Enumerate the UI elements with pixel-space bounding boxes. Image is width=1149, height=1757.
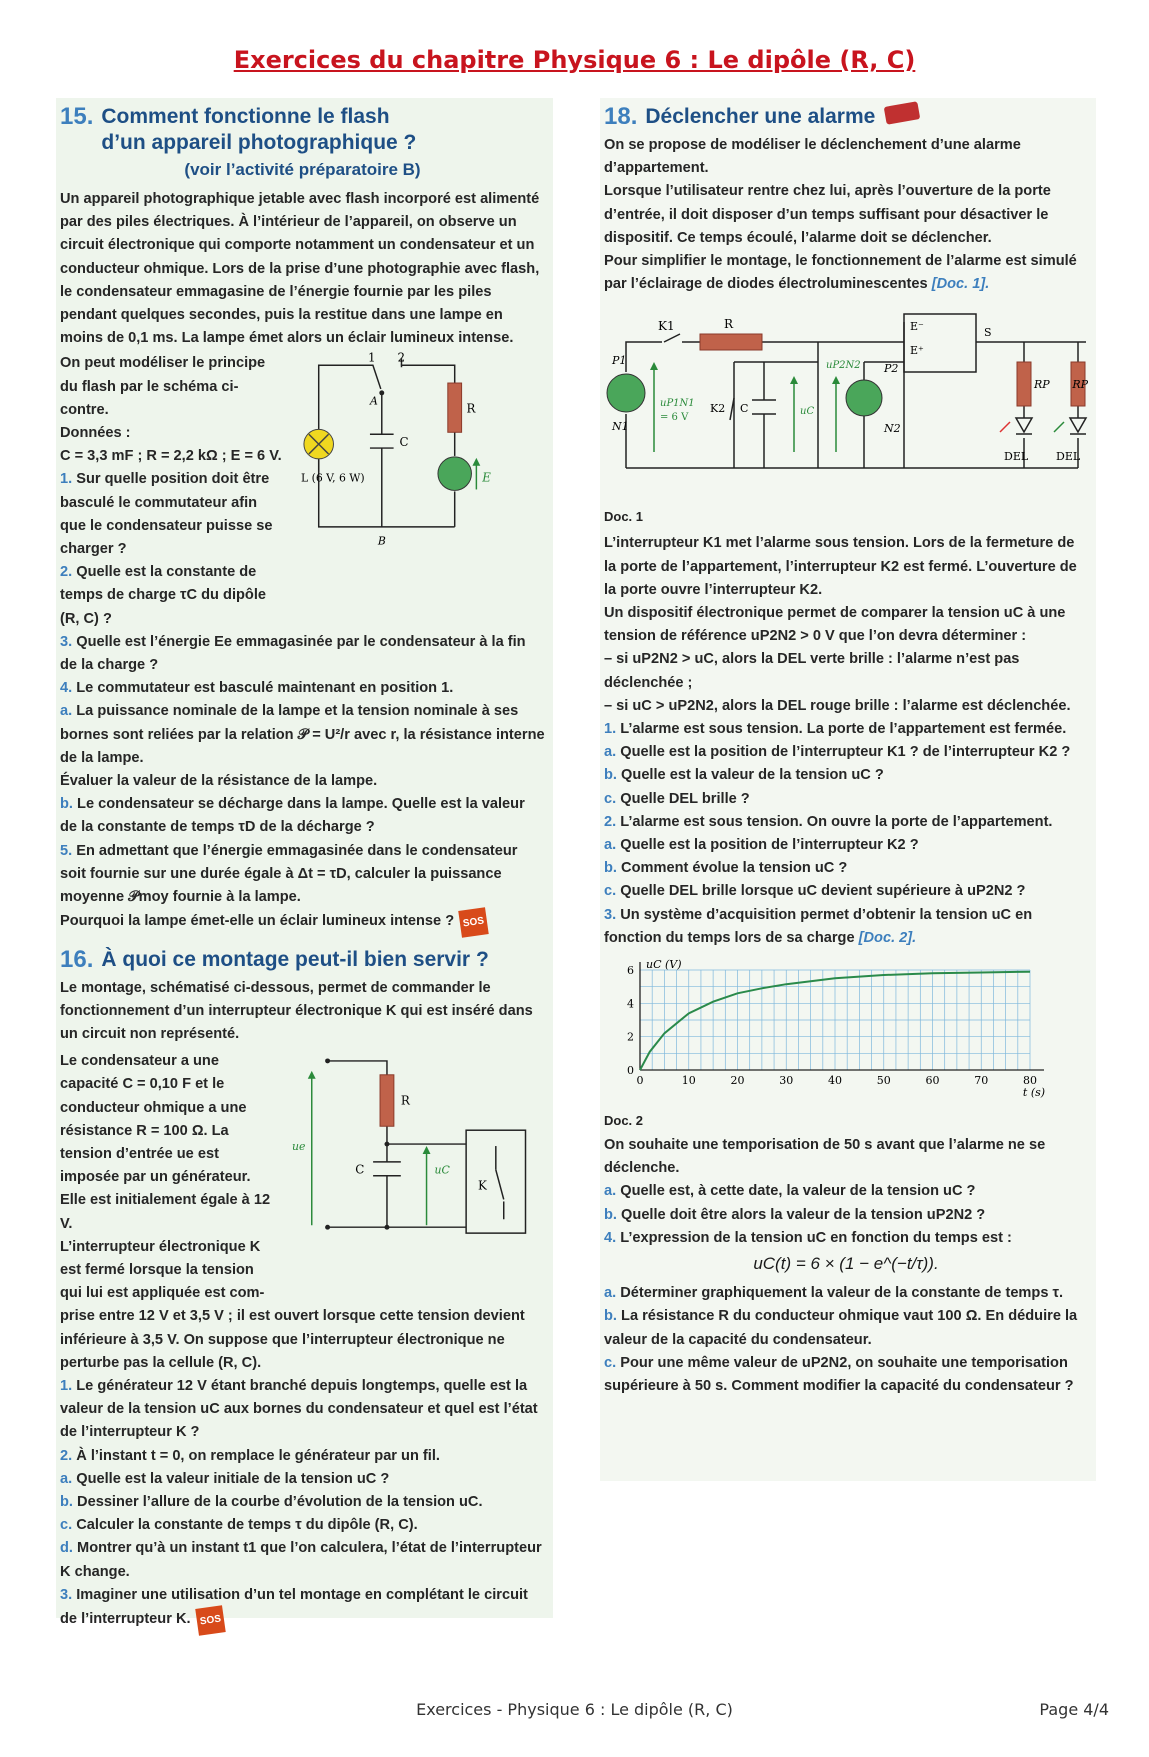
exercise-16-intro: Le montage, schématisé ci-dessous, permet de commander le fonctionnement d’un interrupteur électronique K qui est inséré dans un circuit non représenté.: [60, 979, 533, 1042]
footer-title: Exercices - Physique 6 : Le dipôle (R, C): [416, 1700, 733, 1719]
exercise-15-q4: 4. Le commutateur est basculé maintenant en position 1.: [60, 680, 454, 697]
donnees-label: Données :: [60, 425, 131, 442]
u2-label: uP2N2: [826, 360, 861, 372]
rc-switch-circuit-diagram: [288, 1050, 545, 1250]
ue-label: ue: [291, 1140, 306, 1154]
exercise-18-p3: Pour simplifier le montage, le fonctionnement de l’alarme est simulé par l’éclairage de diodes électroluminescentes [Doc. 1].: [604, 253, 1077, 293]
emf-label: E: [481, 470, 491, 485]
led-green-icon: [1070, 418, 1086, 432]
switch-k-label: K: [477, 1178, 487, 1193]
calculator-icon: [884, 101, 921, 125]
resistor-r: [380, 1075, 394, 1126]
c-label: C: [740, 402, 749, 416]
exercise-18-q3: 3. Un système d’acquisition permet d’obtenir la tension uC en fonction du temps lors de sa charge [Doc. 2].: [604, 906, 1033, 946]
exercise-18-q1: 1. L’alarme est sous tension. La porte de l’appartement est fermée.: [604, 721, 1067, 738]
p1-label: P1: [612, 354, 627, 368]
node-b: B: [377, 535, 386, 549]
exercise-18-q2b: b. Comment évolue la tension uC ?: [604, 860, 848, 877]
x-tick-label: 10: [681, 1074, 696, 1088]
uc-label: uC: [800, 406, 815, 418]
r-label: R: [724, 317, 734, 332]
exercise-16-title: À quoi ce montage peut-il bien servir ?: [101, 947, 489, 971]
exercise-15-model: On peut modéliser le principe du flash par le schéma ci-contre.: [60, 355, 266, 418]
exercise-16-q3: 3. Imaginer une utilisation d’un tel montage en complétant le circuit de l’interrupteur K. SOS: [60, 1584, 545, 1634]
lamp-label: L (6 V, 6 W): [300, 471, 365, 485]
exercise-16-q1: 1. Le générateur 12 V étant branché depuis longtemps, quelle est la valeur de la tension uC aux bornes du condensateur et quel est l’état de l’interrupteur K ?: [60, 1377, 538, 1441]
generator-1-icon: [607, 374, 645, 412]
x-tick-label: 20: [730, 1074, 745, 1088]
uc-time-chart: [604, 956, 1064, 1106]
exercise-18-q2c: c. Quelle DEL brille lorsque uC devient supérieure à uP2N2 ?: [604, 883, 1026, 900]
rp-green-label: RP: [1072, 378, 1088, 392]
exercise-18-q2: 2. L’alarme est sous tension. On ouvre la porte de l’appartement.: [604, 813, 1053, 830]
exercise-16-header: [60, 947, 545, 973]
exercise-18-header: [604, 104, 1088, 130]
generator-2-icon: [846, 380, 882, 416]
k1-label: K1: [658, 319, 675, 334]
exercise-16-q2d: d. Montrer qu’à un instant t1 que l’on calculera, l’état de l’interrupteur K change.: [60, 1540, 542, 1580]
switch-pos-2: 2: [397, 352, 405, 365]
x-tick-label: 0: [636, 1074, 644, 1088]
exercise-15-header: [60, 104, 545, 156]
exercise-18-q1a: a. Quelle est la position de l’interrupteur K1 ? de l’interrupteur K2 ?: [604, 744, 1071, 761]
n1-label: N1: [612, 420, 629, 434]
n2-label: N2: [884, 422, 901, 436]
exercise-15-q2: 2. Quelle est la constante de temps de charge τC du dipôle (R, C) ?: [60, 564, 266, 627]
exercise-15-q4b: b. Le condensateur se décharge dans la lampe. Quelle est la valeur de la constante de temps τD de la décharge ?: [60, 796, 525, 836]
exercise-16-p3b: prise entre 12 V et 3,5 V ; il est ouvert lorsque cette tension devient inférieure à 3,5 V. On suppose que l’interrupteur électronique ne perturbe pas la cellule (R, C).: [60, 1308, 525, 1371]
u1-label: uP1N1: [660, 398, 695, 410]
exercise-15-q5: 5. En admettant que l’énergie emmagasinée dans le condensateur soit fournie sur une durée égale à Δt = τD, calculer la puissance moyenne 𝒫moy fournie à la lampe.: [60, 842, 518, 906]
exercise-18-p6: – si uP2N2 > uC, alors la DEL verte brille : l’alarme n’est pas déclenchée ;: [604, 651, 1020, 691]
node-a: A: [369, 395, 378, 409]
switch-pos-1: 1: [367, 352, 376, 365]
resistor-rp-red: [1017, 362, 1031, 406]
uc-label: uC: [434, 1163, 450, 1177]
exercise-18-p5: Un dispositif électronique permet de comparer la tension uC à une tension de référence uP2N2 > 0 V que l’on devra déterminer :: [604, 605, 1066, 645]
exercise-18-number: 18.: [604, 103, 638, 130]
y-tick-label: 6: [627, 964, 634, 978]
footer-page-number: Page 4/4: [1039, 1700, 1109, 1719]
resistor-r: [700, 334, 762, 350]
exercise-18-q4c: c. Pour une même valeur de uP2N2, on souhaite une temporisation supérieure à 50 s. Comment modifier la capacité du condensateur ?: [604, 1354, 1074, 1394]
exercise-18-title: Déclencher une alarme: [645, 105, 876, 128]
x-tick-label: 80: [1023, 1074, 1037, 1088]
rp-red-label: RP: [1034, 378, 1050, 392]
exercise-16-q2: 2. À l’instant t = 0, on remplace le générateur par un fil.: [60, 1447, 440, 1464]
exercise-15-q4a: a. La puissance nominale de la lampe et la tension nominale à ses bornes sont reliées par la relation 𝒫 = U²/r avec r, la résistance interne de la lampe.: [60, 703, 545, 766]
resistor-label: R: [466, 402, 476, 417]
resistor-label: R: [400, 1093, 410, 1108]
doc-2-label: Doc. 2: [604, 1113, 644, 1129]
x-tick-label: 70: [974, 1074, 989, 1088]
exercise-18-q1b: b. Quelle est la valeur de la tension uC ?: [604, 767, 884, 784]
left-column: [56, 98, 553, 1628]
p2-label: P2: [884, 362, 899, 376]
exercise-15-q5b: Pourquoi la lampe émet-elle un éclair lumineux intense ? SOS: [60, 909, 545, 936]
flash-circuit-diagram: [299, 352, 545, 552]
y-tick-label: 4: [627, 997, 634, 1011]
led-red-icon: [1016, 418, 1032, 432]
exercise-15-q3: 3. Quelle est l’énergie Ee emmagasinée par le condensateur à la fin de la charge ?: [60, 633, 526, 674]
exercise-16-q2a: a. Quelle est la valeur initiale de la tension uC ?: [60, 1470, 390, 1487]
page-title: Exercices du chapitre Physique 6 : Le dipôle (R, C): [233, 46, 916, 74]
exercise-16-q2b: b. Dessiner l’allure de la courbe d’évolution de la tension uC.: [60, 1493, 483, 1510]
capacitor-label: C: [354, 1162, 365, 1177]
e-plus-label: E⁺: [910, 344, 924, 358]
exercise-18-p7: – si uC > uP2N2, alors la DEL rouge brille : l’alarme est déclenchée.: [604, 697, 1071, 714]
exercise-18-q3b: b. Quelle doit être alors la valeur de la tension uP2N2 ?: [604, 1206, 986, 1223]
x-tick-label: 30: [779, 1074, 794, 1088]
exercise-15-subtitle: (voir l’activité préparatoire B): [184, 160, 421, 179]
exercise-15-number: 15.: [60, 103, 94, 130]
exercise-18-q1c: c. Quelle DEL brille ?: [604, 790, 750, 807]
exercise-15-q1: 1. Sur quelle position doit être basculé le commutateur afin que le condensateur puisse se charger ?: [60, 471, 273, 558]
u1-value: = 6 V: [660, 412, 689, 424]
resistor-r: [447, 383, 461, 432]
y-axis-label: uC (V): [646, 958, 682, 972]
exercise-18-p2: Lorsque l’utilisateur rentre chez lui, après l’ouverture de la porte d’entrée, il doit disposer d’un temps suffisant pour désactiver le dispositif. Ce temps écoulé, l’alarme doit se déclencher.: [604, 183, 1051, 246]
sos-badge: SOS: [195, 1605, 226, 1636]
exercise-18-q4b: b. La résistance R du conducteur ohmique vaut 100 Ω. En déduire la valeur de la capacité du condensateur.: [604, 1308, 1078, 1348]
exercise-18-p4: L’interrupteur K1 met l’alarme sous tension. Lors de la fermeture de la porte de l’appartement, l’interrupteur K2 est fermé. L’ouverture de la porte ouvre l’interrupteur K2.: [604, 535, 1077, 598]
generator-icon: [438, 457, 472, 491]
exercise-15-q4a-2: Évaluer la valeur de la résistance de la lampe.: [60, 773, 378, 790]
exercise-18-p8: On souhaite une temporisation de 50 s avant que l’alarme ne se déclenche.: [604, 1137, 1046, 1177]
exercise-15-intro: Un appareil photographique jetable avec flash incorporé est alimenté par des piles électriques. À l’intérieur de l’appareil, on observe un circuit électronique qui comporte notamment un condensateur et un conducteur ohmique. Lors de la prise d’une photographie avec flash, le condensateur emmagasine de l’énergie fournie par les piles pendant quelques secondes, puis la restitue dans une lampe en moins de 0,1 ms. La lampe émet alors un éclair lumineux intense.: [60, 191, 540, 347]
x-tick-label: 50: [876, 1074, 891, 1088]
x-tick-label: 60: [925, 1074, 940, 1088]
doc-1-label: Doc. 1: [604, 509, 644, 525]
x-axis-label: t (s): [1022, 1086, 1046, 1100]
alarm-circuit-diagram: [604, 302, 1092, 502]
exercise-15-title-1: Comment fonctionne le flash: [101, 105, 390, 128]
del-green-label: DEL: [1056, 450, 1081, 464]
exercise-16-number: 16.: [60, 945, 94, 973]
e-minus-label: E⁻: [910, 320, 924, 334]
k2-label: K2: [710, 402, 726, 416]
exercise-18-q4: 4. L’expression de la tension uC en fonction du temps est :: [604, 1229, 1012, 1246]
s-label: S: [984, 326, 992, 340]
donnees: C = 3,3 mF ; R = 2,2 kΩ ; E = 6 V.: [60, 448, 282, 465]
x-tick-label: 40: [828, 1074, 842, 1088]
exercise-15-title-2: d’un appareil photographique ?: [101, 131, 417, 154]
exercise-16-p2: Le condensateur a une capacité C = 0,10 F et le conducteur ohmique a une résistance R = 100 Ω. La tension d’entrée ue est imposée par un générateur. Elle est initialement égale à 12 V.: [60, 1053, 271, 1232]
sos-badge: SOS: [458, 908, 489, 939]
exercise-16-p3a: L’interrupteur électronique K est fermé lorsque la tension qui lui est appliquée est com-: [60, 1238, 265, 1302]
y-tick-label: 2: [627, 1030, 634, 1044]
del-red-label: DEL: [1004, 450, 1029, 464]
exercise-18-q3a: a. Quelle est, à cette date, la valeur de la tension uC ?: [604, 1183, 976, 1200]
right-column: [600, 98, 1096, 1481]
exercise-18-q4a: a. Déterminer graphiquement la valeur de la constante de temps τ.: [604, 1285, 1064, 1302]
capacitor-label: C: [399, 435, 409, 450]
exercise-16-q2c: c. Calculer la constante de temps τ du dipôle (R, C).: [60, 1517, 418, 1534]
exercise-18-p1: On se propose de modéliser le déclenchement d’une alarme d’appartement.: [604, 137, 1021, 177]
exercise-18-q2a: a. Quelle est la position de l’interrupteur K2 ?: [604, 837, 919, 854]
y-tick-label: 0: [627, 1064, 634, 1078]
uc-formula: uC(t) = 6 × (1 − e^(−t/τ)).: [753, 1254, 939, 1274]
